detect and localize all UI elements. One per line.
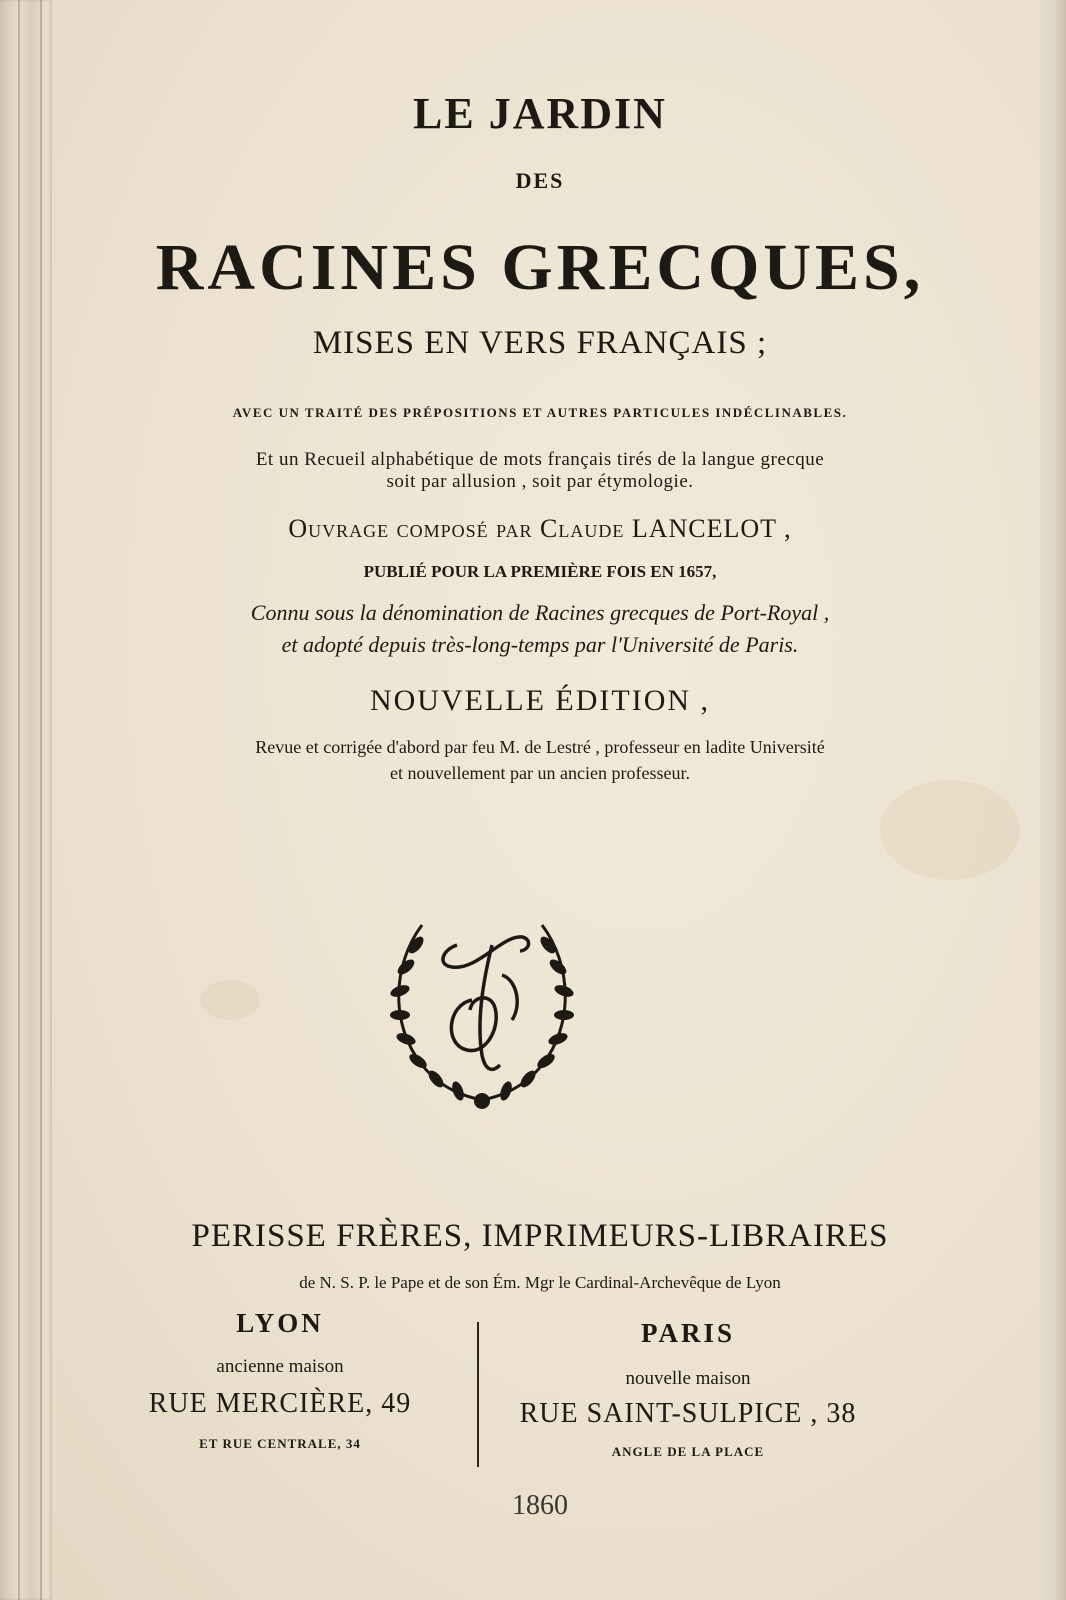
city-lyon: LYON [236, 1308, 324, 1338]
recueil-line-2: soit par allusion , soit par étymologie. [386, 471, 694, 492]
maison-lyon: ancienne maison [216, 1356, 344, 1377]
publisher-name: PERISSE FRÈRES, IMPRIMEURS-LIBRAIRES [191, 1218, 889, 1254]
known-line-2: et adopté depuis très-long-temps par l'Université de Paris. [281, 632, 799, 657]
paper-stain [880, 780, 1020, 880]
title-line-des: DES [515, 168, 565, 193]
corner-paris: ANGLE DE LA PLACE [611, 1444, 765, 1459]
book-spine [0, 0, 52, 1600]
published-line: PUBLIÉ POUR LA PREMIÈRE FOIS EN 1657, [363, 562, 717, 581]
title-line-jardin: LE JARDIN [413, 89, 667, 138]
revue-line-2: et nouvellement par un ancien professeur. [390, 763, 690, 783]
monogram-laurel-wreath-icon [382, 905, 582, 1115]
subtitle: MISES EN VERS FRANÇAIS ; [312, 325, 768, 361]
spine-fold-line [18, 0, 20, 1600]
traite-line: AVEC UN TRAITÉ DES PRÉPOSITIONS ET AUTRES PARTICULES INDÉCLINABLES. [232, 405, 848, 420]
street-lyon: RUE MERCIÈRE, 49 [148, 1388, 412, 1419]
page-edge [1040, 0, 1066, 1600]
spine-fold-line [40, 0, 42, 1600]
publisher-subline: de N. S. P. le Pape et de son Ém. Mgr le Cardinal-Archevêque de Lyon [299, 1273, 781, 1292]
publication-year: 1860 [512, 1490, 568, 1521]
main-title: RACINES GRECQUES, [155, 231, 925, 304]
street-paris: RUE SAINT-SULPICE , 38 [519, 1398, 857, 1429]
city-paris: PARIS [640, 1318, 735, 1348]
known-line-1: Connu sous la dénomination de Racines grecques de Port-Royal , [250, 600, 830, 625]
corner-lyon: ET RUE CENTRALE, 34 [199, 1436, 361, 1451]
maison-paris: nouvelle maison [625, 1368, 751, 1389]
revue-line-1: Revue et corrigée d'abord par feu M. de Lestré , professeur en ladite Université [255, 737, 825, 757]
author-line: Ouvrage composé par Claude LANCELOT , [288, 514, 792, 543]
recueil-line-1: Et un Recueil alphabétique de mots français tirés de la langue grecque [255, 449, 825, 470]
edition-line: NOUVELLE ÉDITION , [369, 684, 711, 717]
paper-stain [200, 980, 260, 1020]
